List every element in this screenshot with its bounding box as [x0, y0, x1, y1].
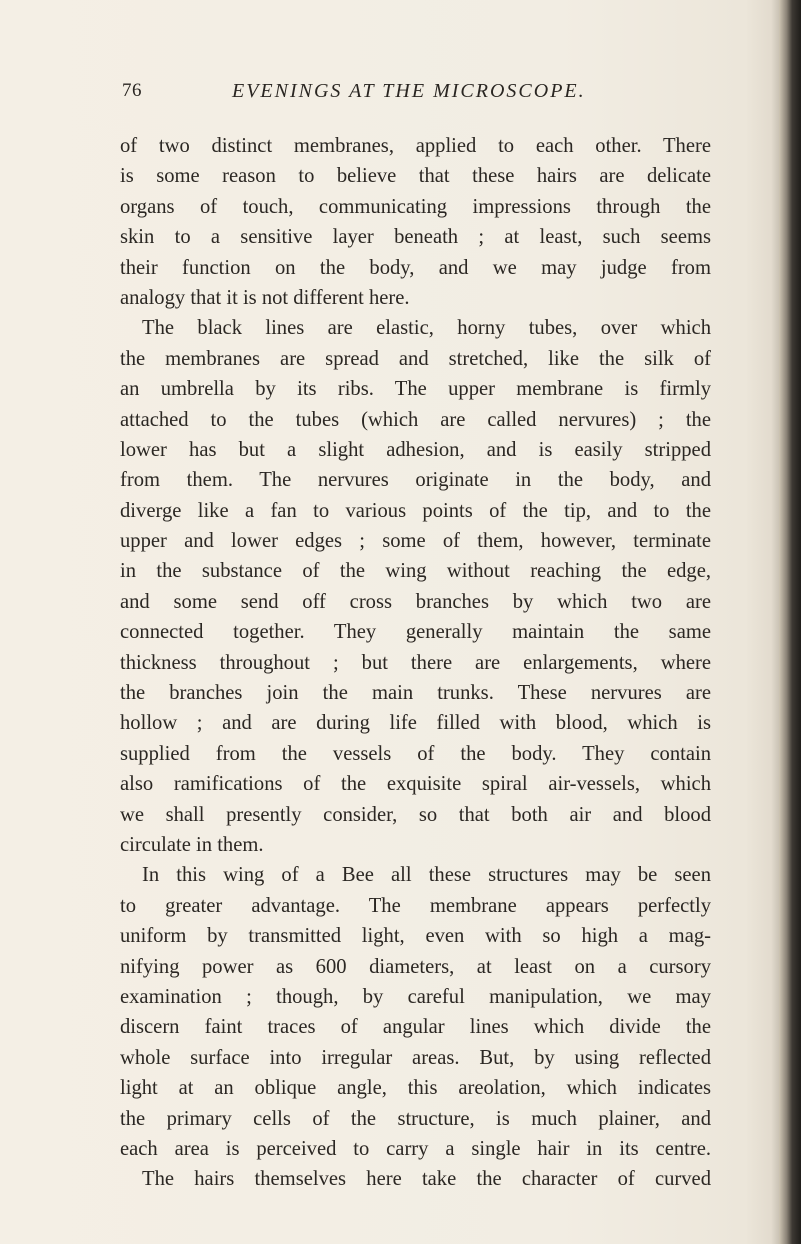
text-line: is some reason to believe that these hairs are delicate — [120, 165, 711, 188]
text-line: to greater advantage. The membrane appears perfectly — [120, 894, 711, 917]
text-line: we shall presently consider, so that both air and blood — [120, 803, 711, 826]
page-number: 76 — [122, 80, 142, 101]
binding-shadow — [771, 0, 779, 1244]
text-line: thickness throughout ; but there are enlargements, where — [120, 651, 711, 674]
text-line: their function on the body, and we may judge from — [120, 256, 711, 279]
text-line: nifying power as 600 diameters, at least on a cursory — [120, 955, 711, 978]
page-header — [122, 80, 702, 114]
text-line: uniform by transmitted light, even with so high a mag- — [120, 925, 711, 948]
text-line: The hairs themselves here take the character of curved — [142, 1168, 711, 1191]
text-line: organs of touch, communicating impressions through the — [120, 195, 711, 218]
text-line: The black lines are elastic, horny tubes, over which — [142, 317, 711, 340]
text-line: attached to the tubes (which are called nervures) ; the — [120, 408, 711, 431]
text-line: and some send off cross branches by which two are — [120, 590, 711, 613]
text-line: upper and lower edges ; some of them, however, terminate — [120, 530, 711, 553]
book-binding — [779, 0, 801, 1244]
text-line: the primary cells of the structure, is much plainer, and — [120, 1107, 711, 1130]
text-line: connected together. They generally maintain the same — [120, 621, 711, 644]
text-line: diverge like a fan to various points of the tip, and to the — [120, 499, 711, 522]
text-line: hollow ; and are during life filled with blood, which is — [120, 712, 711, 735]
text-line: each area is perceived to carry a single hair in its centre. — [120, 1137, 711, 1160]
text-line: discern faint traces of angular lines which divide the — [120, 1016, 711, 1039]
text-line: light at an oblique angle, this areolation, which indicates — [120, 1077, 711, 1100]
text-line: examination ; though, by careful manipulation, we may — [120, 985, 711, 1008]
text-line: of two distinct membranes, applied to each other. There — [120, 135, 711, 157]
text-line: lower has but a slight adhesion, and is easily stripped — [120, 438, 711, 461]
text-line: circulate in them. — [120, 833, 264, 856]
text-line: also ramifications of the exquisite spiral air-vessels, which — [120, 773, 711, 796]
text-line: the membranes are spread and stretched, like the silk of — [120, 347, 711, 370]
running-head: EVENINGS AT THE MICROSCOPE. — [232, 80, 586, 102]
text-line: in the substance of the wing without reaching the edge, — [120, 560, 711, 583]
text-line: analogy that it is not different here. — [120, 286, 410, 309]
text-line: an umbrella by its ribs. The upper membrane is firmly — [120, 378, 711, 401]
text-line: skin to a sensitive layer beneath ; at least, such seems — [120, 226, 711, 249]
text-line: supplied from the vessels of the body. They contain — [120, 742, 711, 765]
text-line: from them. The nervures originate in the body, and — [120, 469, 711, 492]
body-text — [120, 131, 711, 1195]
text-line: the branches join the main trunks. These nervures are — [120, 682, 711, 705]
text-line: whole surface into irregular areas. But, by using reflected — [120, 1046, 711, 1069]
text-line: In this wing of a Bee all these structures may be seen — [142, 864, 711, 887]
